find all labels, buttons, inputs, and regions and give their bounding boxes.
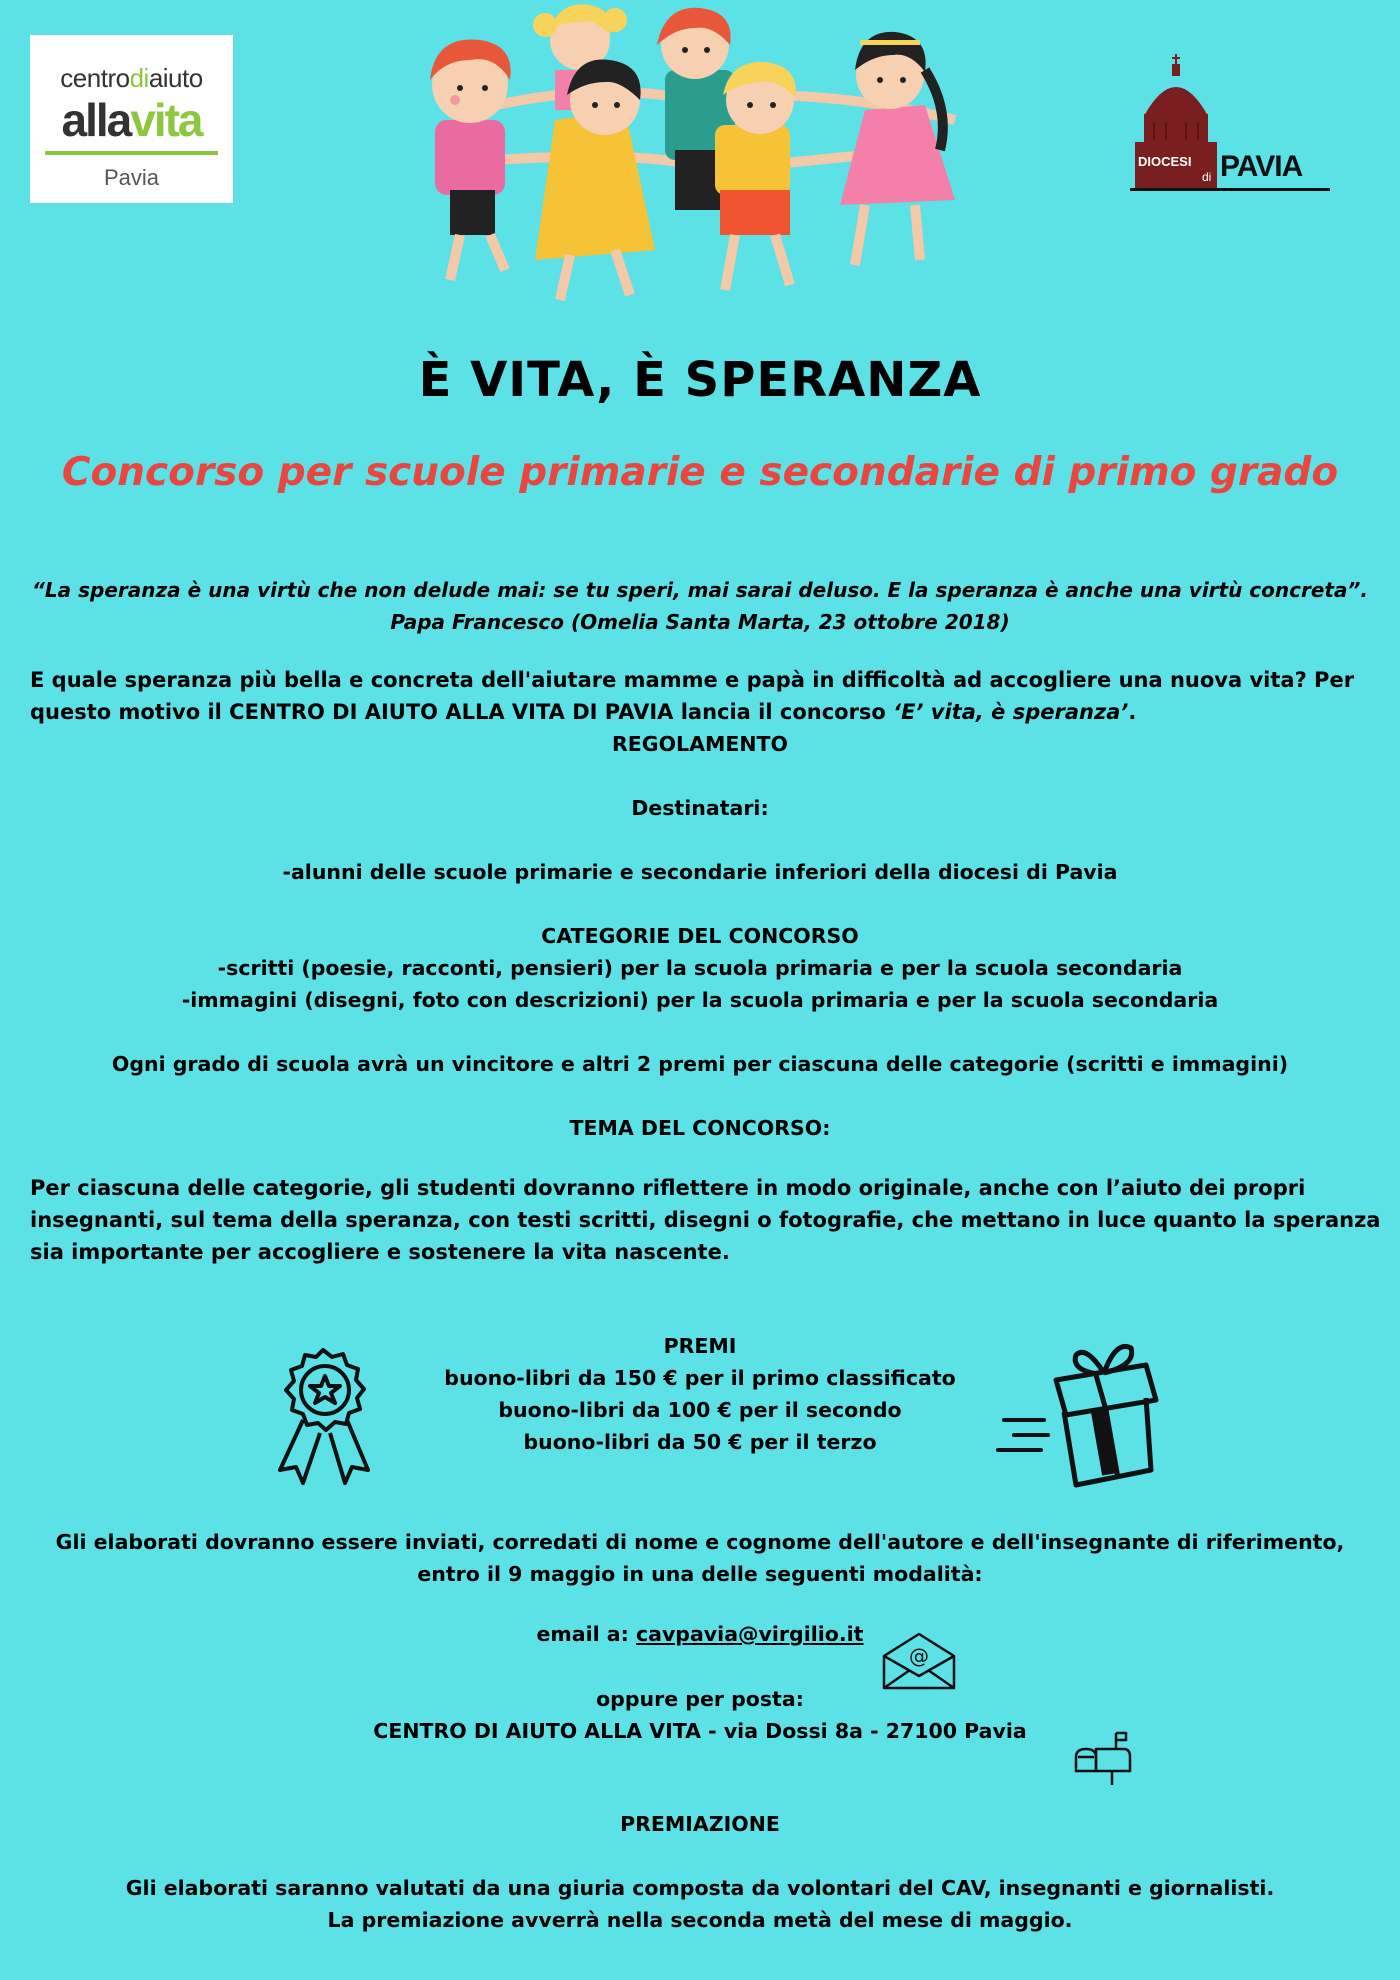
quote-text: “La speranza è una virtù che non delude mai: se tu speri, mai sarai deluso. E la speranza è anche una virtù concreta”. xyxy=(32,578,1368,602)
intro-line: questo motivo il CENTRO DI AIUTO ALLA VITA DI PAVIA lancia il concorso xyxy=(30,700,894,724)
contest-name: ‘E’ vita, è speranza’ xyxy=(893,700,1129,724)
logo-text: centro xyxy=(60,63,130,93)
email-row xyxy=(0,1618,1400,1650)
logo-swoosh xyxy=(45,151,218,155)
page-title: È VITA, È SPERANZA xyxy=(418,352,982,408)
premio-item: buono-libri da 150 € per il primo classificato xyxy=(444,1366,956,1390)
page-subtitle: Concorso per scuole primarie e secondarie di primo grado xyxy=(61,450,1339,495)
destinatari-heading: Destinatari: xyxy=(631,796,769,820)
logo-text: DIOCESI xyxy=(1138,154,1192,169)
tema-line: sia importante per accogliere e sostenere la vita nascente. xyxy=(30,1240,730,1264)
categorie-heading: CATEGORIE DEL CONCORSO xyxy=(541,924,859,948)
logo-text: alla xyxy=(61,94,131,146)
svg-text:@: @ xyxy=(909,1644,929,1668)
tema-heading: TEMA DEL CONCORSO: xyxy=(569,1116,831,1140)
logo-text: di xyxy=(1202,170,1212,184)
intro-line: E quale speranza più bella e concreta dell'aiutare mamme e papà in difficoltà ad accogliere una nuova vita? Per xyxy=(30,668,1355,692)
destinatari-text: -alunni delle scuole primarie e secondarie inferiori della diocesi di Pavia xyxy=(282,860,1118,884)
mailbox-icon xyxy=(1072,1727,1132,1787)
tema-line: Per ciascuna delle categorie, gli studenti dovranno riflettere in modo originale, anche con l’aiuto dei propri xyxy=(30,1176,1306,1200)
tema-paragraph xyxy=(30,1172,1390,1268)
diocesi-logo xyxy=(1130,50,1340,200)
email-link[interactable]: cavpavia@virgilio.it xyxy=(635,1622,864,1646)
logo-text: Pavia xyxy=(103,165,160,190)
premiazione-line: Gli elaborati saranno valutati da una giuria composta da volontari del CAV, insegnanti e giornalisti. xyxy=(125,1876,1275,1900)
logo-text: di xyxy=(129,63,149,93)
premiazione-heading: PREMIAZIONE xyxy=(620,1812,780,1836)
tema-line: insegnanti, sul tema della speranza, con testi scritti, disegni o fotografie, che mettano in luce quanto la speranza xyxy=(30,1208,1381,1232)
invio-line: Gli elaborati dovranno essere inviati, corredati di nome e cognome dell'autore e dell'insegnante di riferimento, xyxy=(55,1530,1345,1554)
categoria-item: -scritti (poesie, racconti, pensieri) per la scuola primaria e per la scuola secondaria xyxy=(217,956,1183,980)
intro-punct: . xyxy=(1128,700,1137,724)
quote-source: Papa Francesco (Omelia Santa Marta, 23 ottobre 2018) xyxy=(390,610,1010,634)
categoria-item: -immagini (disegni, foto con descrizioni) per la scuola primaria e per la scuola secondaria xyxy=(181,988,1219,1012)
premi-note: Ogni grado di scuola avrà un vincitore e altri 2 premi per ciascuna delle categorie (scritti e immagini) xyxy=(111,1052,1289,1076)
premi-heading: PREMI xyxy=(663,1334,737,1358)
premiazione-line: La premiazione avverrà nella seconda metà del mese di maggio. xyxy=(327,1908,1073,1932)
cav-logo xyxy=(30,35,233,203)
logo-text: aiuto xyxy=(148,63,203,93)
email-label: email a: xyxy=(536,1622,636,1646)
children-circle-illustration xyxy=(395,0,1010,312)
premio-item: buono-libri da 50 € per il terzo xyxy=(523,1430,877,1454)
regolamento-heading: REGOLAMENTO xyxy=(612,732,788,756)
award-ribbon-icon xyxy=(268,1345,378,1490)
post-label: oppure per posta: xyxy=(596,1687,804,1711)
intro-paragraph xyxy=(30,664,1390,728)
logo-text: vita xyxy=(130,94,202,146)
gift-box-icon xyxy=(996,1340,1166,1490)
address: CENTRO DI AIUTO ALLA VITA - via Dossi 8a - 27100 Pavia xyxy=(373,1719,1027,1743)
quote xyxy=(0,574,1400,638)
invio-line: entro il 9 maggio in una delle seguenti modalità: xyxy=(417,1562,983,1586)
logo-text: PAVIA xyxy=(1220,150,1303,183)
premio-item: buono-libri da 100 € per il secondo xyxy=(498,1398,902,1422)
